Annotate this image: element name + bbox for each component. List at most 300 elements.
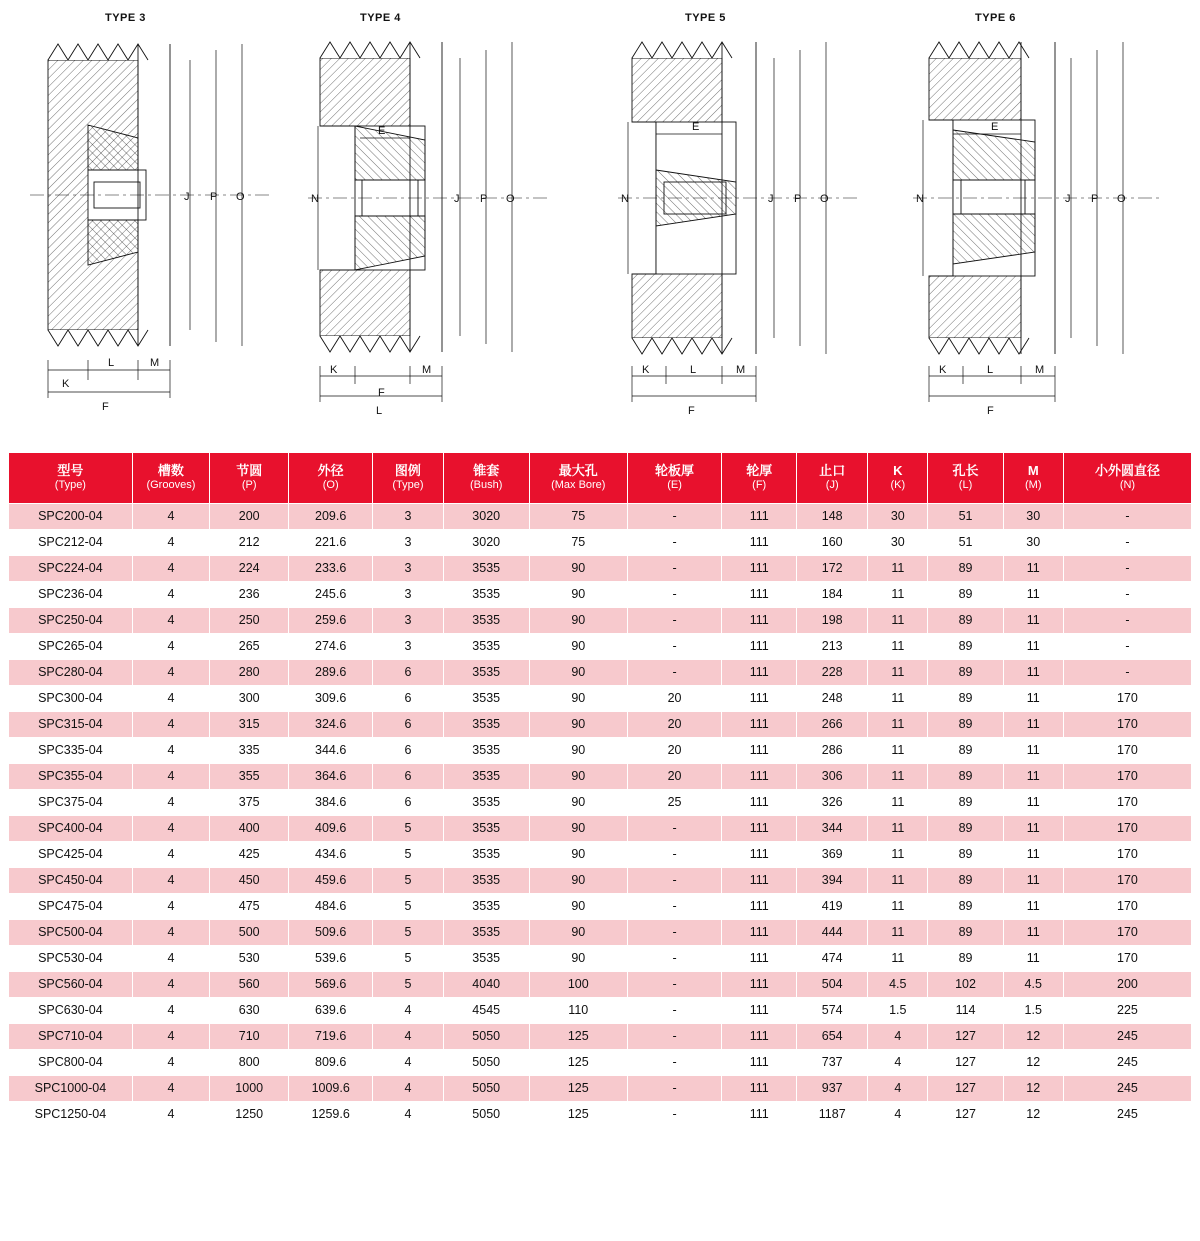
table-cell: 245	[1063, 1076, 1191, 1102]
table-cell: 11	[1003, 868, 1063, 894]
table-cell: 11	[1003, 660, 1063, 686]
column-header-n	[1063, 453, 1191, 504]
table-cell: 4545	[443, 998, 529, 1024]
column-header-en: (Bush)	[470, 479, 503, 492]
table-cell: 309.6	[289, 686, 373, 712]
table-cell: 4	[132, 1050, 209, 1076]
table-cell: 90	[529, 556, 627, 582]
table-cell: 170	[1063, 790, 1191, 816]
table-cell: 4	[132, 816, 209, 842]
table-cell: -	[627, 582, 721, 608]
table-cell: 444	[797, 920, 868, 946]
table-row	[9, 1024, 1192, 1050]
table-cell: 5	[372, 868, 443, 894]
table-cell: 11	[1003, 712, 1063, 738]
table-cell: 111	[722, 712, 797, 738]
column-header-cn: 孔长	[952, 463, 979, 479]
table-cell: 170	[1063, 816, 1191, 842]
table-cell: 89	[928, 816, 1003, 842]
table-cell: 3	[372, 608, 443, 634]
table-cell: 89	[928, 920, 1003, 946]
column-header-m	[1003, 453, 1063, 504]
table-cell: 127	[928, 1024, 1003, 1050]
table-cell: 90	[529, 868, 627, 894]
table-cell: 3535	[443, 634, 529, 660]
column-header-type	[372, 453, 443, 504]
table-cell: 11	[868, 660, 928, 686]
table-cell: -	[1063, 504, 1191, 530]
dim-label-F: F	[688, 405, 695, 417]
table-cell: 11	[868, 920, 928, 946]
table-cell: 474	[797, 946, 868, 972]
dim-label-F: F	[102, 401, 109, 413]
table-cell: 5	[372, 842, 443, 868]
table-cell: 198	[797, 608, 868, 634]
table-cell: 266	[797, 712, 868, 738]
table-cell: 4	[372, 1050, 443, 1076]
dim-label-M: M	[736, 364, 746, 376]
table-cell: 324.6	[289, 712, 373, 738]
table-cell: 654	[797, 1024, 868, 1050]
cell-type: SPC224-04	[9, 556, 133, 582]
table-cell: 326	[797, 790, 868, 816]
table-row	[9, 920, 1192, 946]
table-cell: 170	[1063, 894, 1191, 920]
table-cell: 5	[372, 816, 443, 842]
table-cell: 233.6	[289, 556, 373, 582]
table-cell: -	[627, 868, 721, 894]
table-cell: -	[627, 1024, 721, 1050]
table-cell: 172	[797, 556, 868, 582]
table-cell: 306	[797, 764, 868, 790]
diagram-type-3-drawing	[20, 30, 300, 420]
column-header-cn: 小外圆直径	[1094, 463, 1160, 479]
cell-type: SPC1250-04	[9, 1102, 133, 1128]
table-row	[9, 634, 1192, 660]
table-cell: -	[627, 608, 721, 634]
cell-type: SPC315-04	[9, 712, 133, 738]
table-cell: 569.6	[289, 972, 373, 998]
table-cell: 560	[210, 972, 289, 998]
table-cell: 12	[1003, 1050, 1063, 1076]
table-cell: 286	[797, 738, 868, 764]
table-cell: 5050	[443, 1102, 529, 1128]
table-cell: 148	[797, 504, 868, 530]
table-cell: 4.5	[1003, 972, 1063, 998]
column-header-grooves	[132, 453, 209, 504]
dim-label-L: L	[987, 364, 994, 376]
diagram-type-6	[905, 0, 1190, 430]
table-cell: 4	[132, 764, 209, 790]
table-row	[9, 712, 1192, 738]
table-cell: 1009.6	[289, 1076, 373, 1102]
table-cell: 344.6	[289, 738, 373, 764]
table-cell: 11	[1003, 842, 1063, 868]
column-header-cn: 型号	[57, 463, 84, 479]
table-row	[9, 790, 1192, 816]
table-cell: 4	[132, 920, 209, 946]
table-cell: -	[627, 1102, 721, 1128]
table-cell: 111	[722, 790, 797, 816]
table-cell: 11	[1003, 686, 1063, 712]
table-cell: 89	[928, 660, 1003, 686]
table-cell: 30	[868, 530, 928, 556]
table-cell: 289.6	[289, 660, 373, 686]
table-row	[9, 868, 1192, 894]
header-row	[9, 453, 1192, 504]
table-cell: 335	[210, 738, 289, 764]
table-cell: 221.6	[289, 530, 373, 556]
table-cell: 89	[928, 738, 1003, 764]
table-cell: 419	[797, 894, 868, 920]
cell-type: SPC375-04	[9, 790, 133, 816]
table-cell: 259.6	[289, 608, 373, 634]
diagram-type-4	[300, 0, 590, 430]
column-header-cn: 最大孔	[558, 463, 598, 479]
table-cell: 111	[722, 842, 797, 868]
table-cell: 250	[210, 608, 289, 634]
table-cell: -	[627, 920, 721, 946]
dim-label-K: K	[330, 364, 338, 376]
table-cell: 3535	[443, 660, 529, 686]
table-cell: 4040	[443, 972, 529, 998]
dim-label-O: O	[820, 193, 829, 205]
table-cell: 200	[210, 504, 289, 530]
table-cell: 6	[372, 764, 443, 790]
table-cell: 11	[1003, 764, 1063, 790]
table-cell: -	[627, 842, 721, 868]
table-row	[9, 530, 1192, 556]
dim-label-L: L	[690, 364, 697, 376]
table-row	[9, 738, 1192, 764]
table-cell: 51	[928, 530, 1003, 556]
table-row	[9, 894, 1192, 920]
dim-label-K: K	[642, 364, 650, 376]
table-cell: 111	[722, 556, 797, 582]
cell-type: SPC212-04	[9, 530, 133, 556]
dim-label-M: M	[150, 357, 160, 369]
table-cell: 434.6	[289, 842, 373, 868]
table-cell: 4	[132, 1076, 209, 1102]
table-row	[9, 1076, 1192, 1102]
dim-label-L: L	[376, 405, 383, 417]
table-cell: 4	[372, 1102, 443, 1128]
table-cell: 509.6	[289, 920, 373, 946]
table-cell: 5	[372, 920, 443, 946]
table-row	[9, 1050, 1192, 1076]
column-header-l	[928, 453, 1003, 504]
table-cell: 484.6	[289, 894, 373, 920]
table-row	[9, 998, 1192, 1024]
cell-type: SPC236-04	[9, 582, 133, 608]
dim-label-J: J	[1065, 193, 1071, 205]
column-header-en: (N)	[1119, 479, 1136, 492]
table-cell: 111	[722, 868, 797, 894]
table-cell: 4	[132, 712, 209, 738]
table-cell: 450	[210, 868, 289, 894]
table-cell: 3535	[443, 842, 529, 868]
table-cell: 11	[1003, 738, 1063, 764]
table-cell: 236	[210, 582, 289, 608]
table-cell: -	[627, 972, 721, 998]
column-header-cn: K	[893, 463, 903, 479]
table-cell: 225	[1063, 998, 1191, 1024]
cell-type: SPC200-04	[9, 504, 133, 530]
table-cell: 4	[868, 1050, 928, 1076]
table-cell: 90	[529, 582, 627, 608]
table-cell: 4	[132, 972, 209, 998]
column-header-cn: 节圆	[236, 463, 263, 479]
table-cell: 90	[529, 816, 627, 842]
cell-type: SPC280-04	[9, 660, 133, 686]
column-header-cn: 轮厚	[746, 463, 773, 479]
dim-label-K: K	[939, 364, 947, 376]
table-cell: 355	[210, 764, 289, 790]
table-cell: -	[627, 1076, 721, 1102]
dim-label-P: P	[1091, 193, 1099, 205]
table-cell: 11	[868, 634, 928, 660]
table-cell: 111	[722, 816, 797, 842]
table-cell: 6	[372, 712, 443, 738]
table-cell: 111	[722, 738, 797, 764]
table-cell: 4	[132, 556, 209, 582]
table-cell: 89	[928, 790, 1003, 816]
table-cell: 224	[210, 556, 289, 582]
column-header-type	[9, 453, 133, 504]
dim-label-P: P	[794, 193, 802, 205]
column-header-f	[722, 453, 797, 504]
table-cell: 11	[1003, 582, 1063, 608]
table-cell: 6	[372, 790, 443, 816]
table-cell: 111	[722, 764, 797, 790]
table-cell: 89	[928, 842, 1003, 868]
column-header-en: (Type)	[54, 479, 86, 492]
cell-type: SPC560-04	[9, 972, 133, 998]
table-cell: 280	[210, 660, 289, 686]
table-cell: 11	[1003, 634, 1063, 660]
table-cell: 11	[868, 946, 928, 972]
table-cell: 4	[868, 1024, 928, 1050]
column-header-cn: 轮板厚	[655, 463, 695, 479]
table-cell: 425	[210, 842, 289, 868]
table-cell: 5	[372, 946, 443, 972]
dim-label-P: P	[210, 191, 218, 203]
table-cell: -	[1063, 660, 1191, 686]
table-cell: 1.5	[1003, 998, 1063, 1024]
spec-table-body	[9, 504, 1192, 1128]
table-cell: 315	[210, 712, 289, 738]
table-cell: 375	[210, 790, 289, 816]
table-cell: 170	[1063, 920, 1191, 946]
dim-label-J: J	[184, 191, 190, 203]
table-cell: 213	[797, 634, 868, 660]
table-cell: 4	[132, 660, 209, 686]
table-cell: 20	[627, 764, 721, 790]
table-cell: 3535	[443, 582, 529, 608]
table-cell: 5	[372, 894, 443, 920]
table-cell: 12	[1003, 1102, 1063, 1128]
table-cell: -	[627, 556, 721, 582]
table-cell: 3535	[443, 738, 529, 764]
table-cell: 102	[928, 972, 1003, 998]
table-cell: 11	[868, 738, 928, 764]
table-cell: 4	[132, 1024, 209, 1050]
table-cell: 75	[529, 504, 627, 530]
table-cell: 111	[722, 660, 797, 686]
table-cell: 1187	[797, 1102, 868, 1128]
spec-table-wrapper	[8, 452, 1192, 1128]
table-row	[9, 972, 1192, 998]
cell-type: SPC425-04	[9, 842, 133, 868]
table-cell: 5	[372, 972, 443, 998]
diagram-title: TYPE 6	[975, 12, 1016, 24]
table-cell: 12	[1003, 1024, 1063, 1050]
table-cell: 111	[722, 1076, 797, 1102]
table-cell: 51	[928, 504, 1003, 530]
table-cell: 11	[1003, 556, 1063, 582]
table-cell: 4	[868, 1076, 928, 1102]
table-cell: 4.5	[868, 972, 928, 998]
table-cell: 3535	[443, 764, 529, 790]
table-cell: 184	[797, 582, 868, 608]
cell-type: SPC265-04	[9, 634, 133, 660]
table-cell: 4	[132, 790, 209, 816]
table-row	[9, 686, 1192, 712]
table-cell: 737	[797, 1050, 868, 1076]
table-cell: 4	[132, 582, 209, 608]
column-header-en: (Max Bore)	[551, 479, 606, 492]
table-cell: 209.6	[289, 504, 373, 530]
table-cell: 11	[1003, 790, 1063, 816]
table-cell: 111	[722, 582, 797, 608]
cell-type: SPC355-04	[9, 764, 133, 790]
table-cell: 369	[797, 842, 868, 868]
spec-table-head	[9, 453, 1192, 504]
dim-label-N: N	[311, 193, 319, 205]
table-row	[9, 660, 1192, 686]
cell-type: SPC250-04	[9, 608, 133, 634]
diagram-type-5	[610, 0, 890, 430]
table-cell: 4	[132, 998, 209, 1024]
table-cell: -	[627, 946, 721, 972]
table-cell: 4	[372, 1076, 443, 1102]
table-cell: 384.6	[289, 790, 373, 816]
table-cell: 111	[722, 894, 797, 920]
table-cell: -	[1063, 582, 1191, 608]
table-cell: 11	[868, 582, 928, 608]
table-cell: 90	[529, 764, 627, 790]
dim-label-J: J	[768, 193, 774, 205]
cell-type: SPC500-04	[9, 920, 133, 946]
table-cell: 3535	[443, 868, 529, 894]
table-cell: 4	[132, 686, 209, 712]
table-cell: 500	[210, 920, 289, 946]
table-cell: 3	[372, 582, 443, 608]
table-cell: 3535	[443, 894, 529, 920]
diagram-type-3	[20, 0, 300, 430]
table-cell: 127	[928, 1102, 1003, 1128]
table-cell: 125	[529, 1076, 627, 1102]
cell-type: SPC1000-04	[9, 1076, 133, 1102]
table-cell: 127	[928, 1050, 1003, 1076]
table-cell: -	[1063, 634, 1191, 660]
table-cell: 125	[529, 1102, 627, 1128]
dim-label-E: E	[378, 125, 386, 137]
table-cell: 300	[210, 686, 289, 712]
column-header-en: (L)	[958, 479, 973, 492]
table-cell: 90	[529, 660, 627, 686]
table-cell: 89	[928, 894, 1003, 920]
table-cell: 4	[132, 504, 209, 530]
table-cell: 3535	[443, 920, 529, 946]
table-cell: 1.5	[868, 998, 928, 1024]
column-header-en: (O)	[322, 479, 339, 492]
table-cell: 11	[1003, 608, 1063, 634]
table-cell: 11	[1003, 894, 1063, 920]
column-header-cn: 外径	[317, 463, 344, 479]
table-cell: 20	[627, 738, 721, 764]
table-cell: 364.6	[289, 764, 373, 790]
table-cell: 11	[868, 790, 928, 816]
table-cell: 89	[928, 868, 1003, 894]
table-cell: 6	[372, 660, 443, 686]
table-cell: 11	[868, 816, 928, 842]
table-cell: 3535	[443, 556, 529, 582]
table-row	[9, 556, 1192, 582]
dim-label-F: F	[987, 405, 994, 417]
column-header-en: (Type)	[392, 479, 424, 492]
table-cell: 3	[372, 530, 443, 556]
table-cell: 4	[132, 634, 209, 660]
table-cell: 539.6	[289, 946, 373, 972]
table-cell: 89	[928, 712, 1003, 738]
table-cell: 90	[529, 712, 627, 738]
table-cell: 125	[529, 1050, 627, 1076]
table-cell: 228	[797, 660, 868, 686]
table-cell: 265	[210, 634, 289, 660]
table-cell: 89	[928, 608, 1003, 634]
column-header-o	[289, 453, 373, 504]
table-cell: 400	[210, 816, 289, 842]
table-cell: 4	[372, 998, 443, 1024]
table-cell: 30	[868, 504, 928, 530]
table-cell: 30	[1003, 504, 1063, 530]
table-cell: 127	[928, 1076, 1003, 1102]
dim-label-M: M	[422, 364, 432, 376]
table-row	[9, 946, 1192, 972]
table-cell: 89	[928, 764, 1003, 790]
table-cell: 125	[529, 1024, 627, 1050]
table-cell: 11	[868, 686, 928, 712]
dim-label-E: E	[991, 121, 999, 133]
diagram-title: TYPE 3	[105, 12, 146, 24]
table-cell: 212	[210, 530, 289, 556]
cell-type: SPC400-04	[9, 816, 133, 842]
table-cell: 3535	[443, 686, 529, 712]
column-header-en: (Grooves)	[146, 479, 196, 492]
table-cell: -	[627, 816, 721, 842]
table-cell: 170	[1063, 686, 1191, 712]
dim-label-E: E	[692, 121, 700, 133]
table-cell: -	[1063, 530, 1191, 556]
table-cell: 111	[722, 686, 797, 712]
table-cell: 4	[132, 868, 209, 894]
table-cell: 111	[722, 920, 797, 946]
table-cell: 111	[722, 946, 797, 972]
diagram-title: TYPE 4	[360, 12, 401, 24]
diagram-title: TYPE 5	[685, 12, 726, 24]
table-cell: 809.6	[289, 1050, 373, 1076]
